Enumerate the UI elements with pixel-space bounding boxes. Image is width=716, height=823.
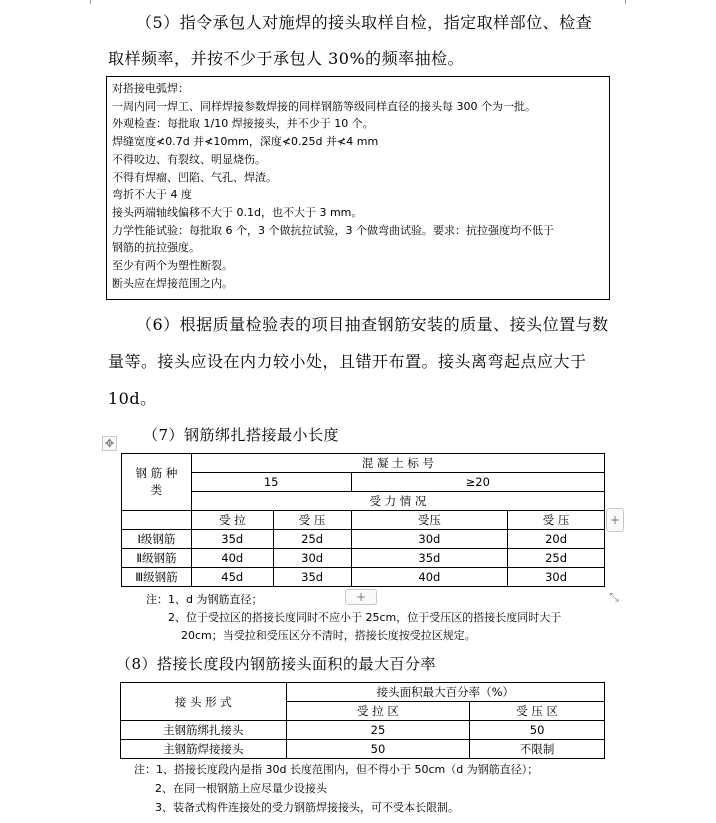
tension-zone-header: 受 拉 区 (286, 702, 470, 721)
table-resize-icon[interactable]: ⤡ (609, 590, 619, 604)
row-label: Ⅰ级钢筋 (122, 530, 192, 549)
box-line: 弯折不大于 4 度 (112, 188, 192, 202)
table-cell: 35d (273, 568, 351, 587)
table-row (121, 740, 605, 759)
table-cell: 25 (286, 721, 470, 740)
welding-requirements-box (106, 76, 610, 300)
grade-20-header: ≥20 (351, 473, 604, 492)
table-cell: 不限制 (470, 740, 605, 759)
table-cell: 50 (470, 721, 605, 740)
table-row (121, 721, 605, 740)
table-row (122, 530, 605, 549)
table-cell: 30d (508, 568, 605, 587)
table7-note-2: 2、位于受拉区的搭接长度同时不应小于 25cm，位于受压区的搭接长度同时大于 (168, 611, 562, 624)
ruler-tick (625, 0, 626, 4)
sub-header-cell: 受 压 (508, 511, 605, 530)
box-line: 不得咬边、有裂纹、明显烧伤。 (112, 152, 266, 166)
sub-header-cell: 受压 (351, 511, 508, 530)
concrete-grade-header: 混 凝 土 标 号 (191, 454, 604, 473)
box-line: 断头应在焊接范围之内。 (112, 276, 233, 290)
heading8: （8）搭接长度段内钢筋接头面积的最大百分率 (116, 655, 437, 673)
joint-area-table (120, 682, 605, 759)
box-line: 至少有两个为塑性断裂。 (112, 259, 233, 273)
table-row (122, 549, 605, 568)
area-percent-header: 接头面积最大百分率（%） (286, 683, 604, 702)
table-cell: 25d (508, 549, 605, 568)
compression-zone-header: 受 压 区 (470, 702, 605, 721)
para6-line3: 10d。 (108, 389, 157, 408)
grade-15-header: 15 (191, 473, 351, 492)
box-line: 接头两端轴线偏移不大于 0.1d，也不大于 3 mm。 (112, 205, 363, 219)
para5-line1: （5）指令承包人对施焊的接头取样自检，指定取样部位、检查 (136, 13, 593, 32)
table8-note-3: 3、装备式构件连接处的受力钢筋焊接接头，可不受本长限制。 (155, 801, 459, 814)
rebar-type-header: 钢 筋 种 类 (122, 454, 192, 511)
table-cell: 25d (273, 530, 351, 549)
box-line: 不得有焊瘤、凹陷、气孔、焊渣。 (112, 170, 277, 184)
ruler-tick (90, 0, 91, 4)
row-label: 主钢筋绑扎接头 (121, 721, 287, 740)
sub-header-cell: 受 拉 (191, 511, 273, 530)
box-line: 力学性能试验：每批取 6 个，3 个做抗拉试验，3 个做弯曲试验。要求：抗拉强度均不低于 (112, 223, 554, 237)
table-row (122, 568, 605, 587)
para6-line2: 量等。接头应设在内力较小处，且错开布置。接头离弯起点应大于 (108, 352, 587, 371)
table-cell: 35d (351, 549, 508, 568)
joint-form-header: 接 头 形 式 (121, 683, 287, 721)
sub-header-cell: 受 压 (273, 511, 351, 530)
table-cell: 30d (273, 549, 351, 568)
lap-length-table (121, 453, 605, 587)
table7-note-1: 注：1、d 为钢筋直径； (146, 593, 263, 606)
heading7: （7）钢筋绑扎搭接最小长度 (143, 426, 340, 444)
box-line: 外观检查：每批取 1/10 焊接接头，并不少于 10 个。 (112, 117, 374, 131)
add-row-button[interactable]: + (345, 589, 377, 605)
stress-condition-header: 受 力 情 况 (191, 492, 604, 511)
table8-note-2: 2、在同一根钢筋上应尽量少设接头 (155, 782, 327, 795)
table-cell: 45d (191, 568, 273, 587)
box-line: 对搭接电弧焊： (112, 82, 189, 95)
box-line: 钢筋的抗拉强度。 (112, 241, 200, 255)
table-move-icon[interactable]: ✥ (102, 436, 117, 451)
row-label: Ⅲ级钢筋 (122, 568, 192, 587)
row-label: Ⅱ级钢筋 (122, 549, 192, 568)
table-cell: 50 (286, 740, 470, 759)
table-cell: 20d (508, 530, 605, 549)
box-line: 一周内同一焊工、同样焊接参数焊接的同样钢筋等级同样直径的接头每 300 个为一批。 (112, 99, 536, 113)
para6-line1: （6）根据质量检验表的项目抽查钢筋安装的质量、接头位置与数 (136, 315, 609, 334)
table7-note-3: 20cm；当受拉和受压区分不清时，搭接长度按受拉区规定。 (181, 629, 476, 642)
table-cell: 40d (191, 549, 273, 568)
add-column-button[interactable]: + (606, 508, 624, 532)
box-line: 焊缝宽度≮0.7d 并≮10mm，深度≮0.25d 并≮4 mm (112, 135, 379, 149)
table-cell: 35d (191, 530, 273, 549)
row-label: 主钢筋焊接接头 (121, 740, 287, 759)
para5-line2: 取样频率，并按不少于承包人 30%的频率抽检。 (108, 49, 465, 68)
table-cell: 30d (351, 530, 508, 549)
table-cell: 40d (351, 568, 508, 587)
table8-note-1: 注：1、搭接长度段内是指 30d 长度范围内，但不得小于 50cm（d 为钢筋直径）； (134, 763, 539, 776)
empty-cell (122, 511, 192, 530)
